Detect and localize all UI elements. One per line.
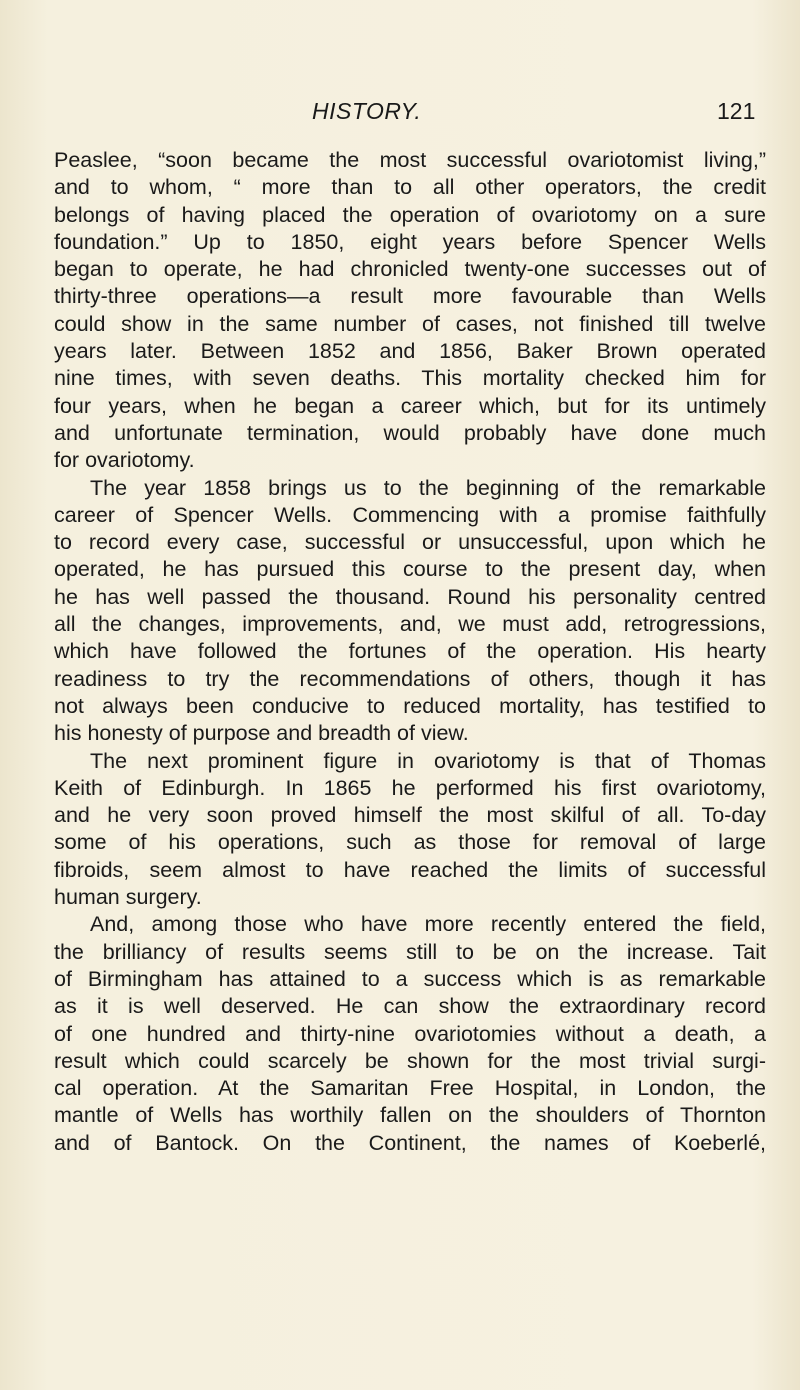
text-line: his honesty of purpose and breadth of view.	[54, 721, 469, 746]
text-line: which have followed the fortunes of the operation. His hearty	[54, 639, 766, 664]
text-line: and he very soon proved himself the most skilful of all. To-day	[54, 803, 766, 828]
text-line: cal operation. At the Samaritan Free Hospital, in London, the	[54, 1076, 766, 1101]
text-line: belongs of having placed the operation of ovariotomy on a sure	[54, 202, 766, 227]
text-line: foundation.” Up to 1850, eight years before Spencer Wells	[54, 229, 766, 254]
text-line: all the changes, improvements, and, we must add, retrogressions,	[54, 612, 766, 637]
text-line: human surgery.	[54, 885, 202, 910]
text-line: for ovariotomy.	[54, 448, 195, 473]
text-line: not always been conducive to reduced mortality, has testified to	[54, 693, 766, 718]
text-line: thirty-three operations—a result more favourable than Wells	[54, 284, 766, 309]
body-text	[54, 147, 766, 1157]
text-line: began to operate, he had chronicled twenty-one successes out of	[54, 257, 766, 282]
text-line: he has well passed the thousand. Round his personality centred	[54, 584, 766, 609]
text-line: The next prominent figure in ovariotomy is that of Thomas	[90, 748, 766, 773]
text-line: of Birmingham has attained to a success which is as remarkable	[54, 966, 766, 991]
text-line: the brilliancy of results seems still to be on the increase. Tait	[54, 939, 766, 964]
text-line: mantle of Wells has worthily fallen on the shoulders of Thornton	[54, 1103, 766, 1128]
text-line: nine times, with seven deaths. This mortality checked him for	[54, 366, 766, 391]
text-line: And, among those who have more recently entered the field,	[90, 912, 766, 937]
text-line: as it is well deserved. He can show the extraordinary record	[54, 994, 766, 1019]
text-line: could show in the same number of cases, not finished till twelve	[54, 311, 766, 336]
text-line: to record every case, successful or unsuccessful, upon which he	[54, 530, 766, 555]
text-line: operated, he has pursued this course to the present day, when	[54, 557, 766, 582]
text-line: fibroids, seem almost to have reached the limits of successful	[54, 857, 766, 882]
text-line: career of Spencer Wells. Commencing with a promise faithfully	[54, 502, 766, 527]
text-line: result which could scarcely be shown for the most trivial surgi-	[54, 1048, 766, 1073]
page-number: 121	[717, 98, 756, 124]
text-line: Keith of Edinburgh. In 1865 he performed his first ovariotomy,	[54, 775, 766, 800]
text-line: some of his operations, such as those for removal of large	[54, 830, 766, 855]
page-header	[0, 98, 800, 130]
text-line: Peaslee, “soon became the most successful ovariotomist living,”	[54, 148, 766, 172]
text-line: readiness to try the recommendations of others, though it has	[54, 666, 766, 691]
text-line: and to whom, “ more than to all other operators, the credit	[54, 175, 766, 200]
text-line: of one hundred and thirty-nine ovariotomies without a death, a	[54, 1021, 766, 1046]
text-line: four years, when he began a career which, but for its untimely	[54, 393, 766, 418]
text-line: The year 1858 brings us to the beginning of the remarkable	[90, 475, 766, 500]
text-line: and unfortunate termination, would probably have done much	[54, 420, 766, 445]
text-line: years later. Between 1852 and 1856, Baker Brown operated	[54, 339, 766, 364]
running-head: HISTORY.	[312, 98, 422, 124]
text-line: and of Bantock. On the Continent, the names of Koeberlé,	[54, 1130, 766, 1155]
